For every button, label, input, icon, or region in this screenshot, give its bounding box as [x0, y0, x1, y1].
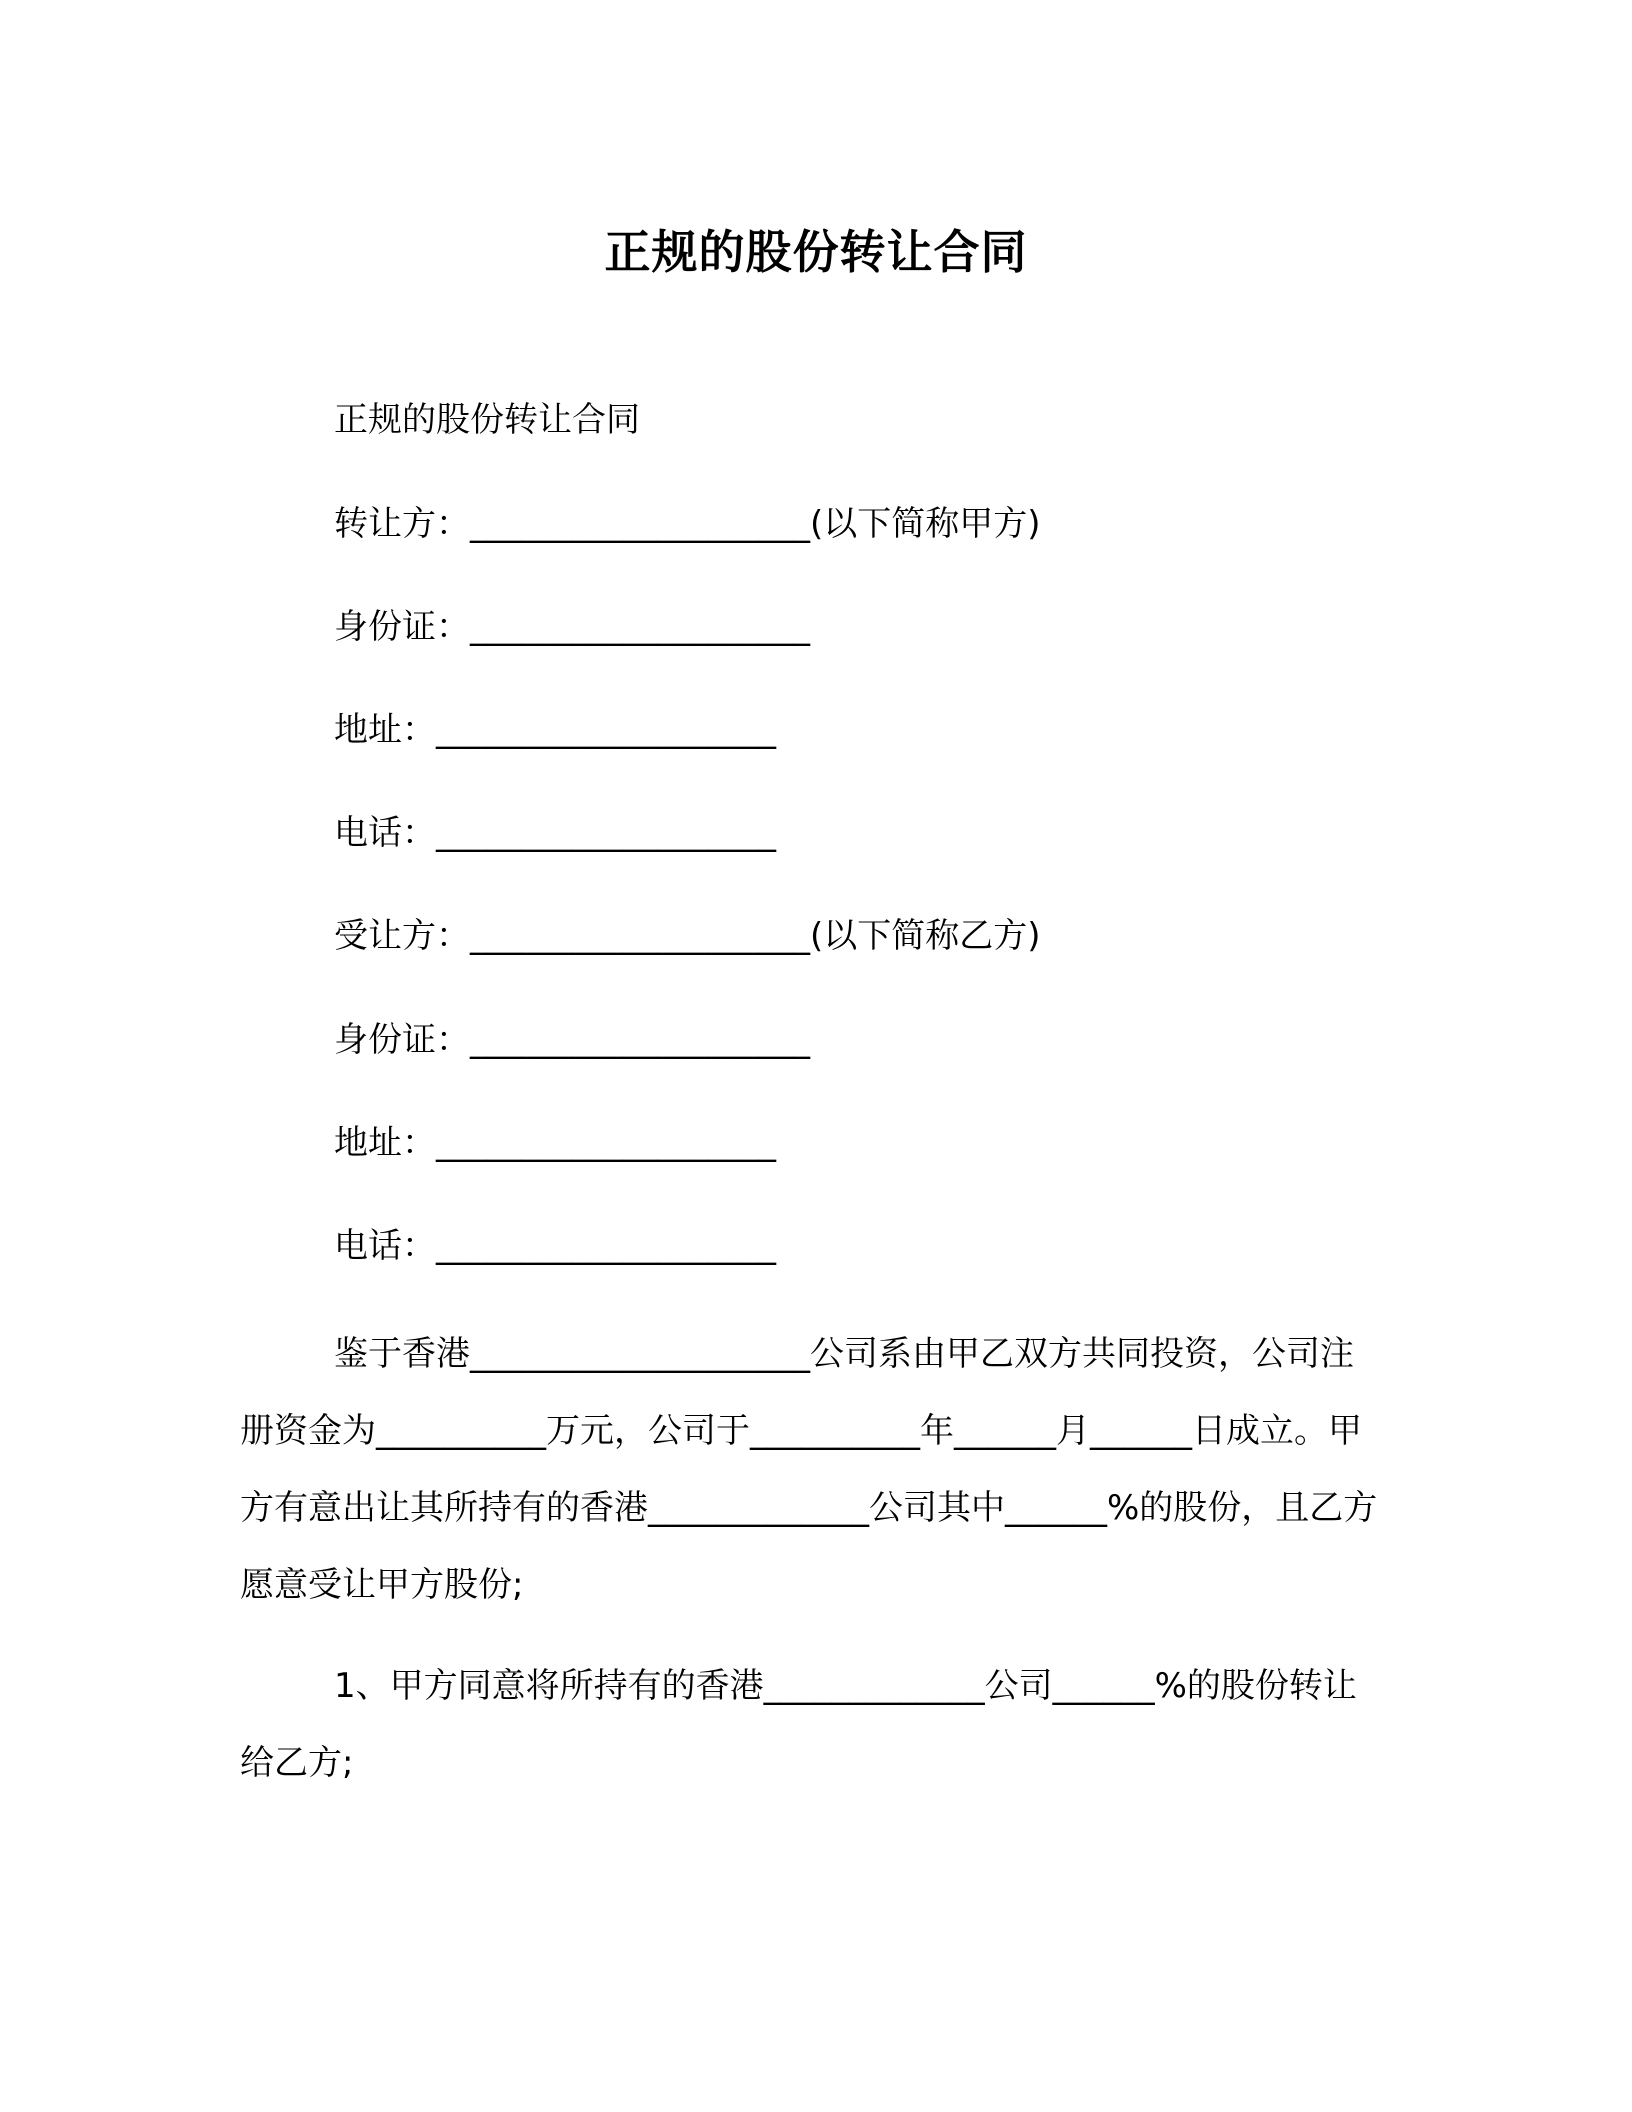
transferee-id-line: 身份证：____________________: [334, 1020, 810, 1060]
transferee-phone-line: 电话：____________________: [334, 1226, 776, 1266]
clause-1-paragraph: 1、甲方同意将所持有的香港_____________公司______%的股份转让给乙方;: [240, 1666, 1357, 1783]
document-subtitle: 正规的股份转让合同: [334, 400, 640, 440]
transferee-line: 受让方：____________________(以下简称乙方): [334, 916, 1041, 956]
document-title: 正规的股份转让合同: [604, 225, 1028, 279]
recital-paragraph: 鉴于香港____________________公司系由甲乙双方共同投资，公司注册资金为__________万元，公司于__________年______月______日成立。甲方有意出让其所持有的香港_____________公司其中______%的股份，且乙方愿意受让甲方股份;: [240, 1334, 1378, 1605]
transferor-line: 转让方：____________________(以下简称甲方): [334, 504, 1041, 544]
transferor-phone-line: 电话：____________________: [334, 813, 776, 853]
transferee-address-line: 地址：____________________: [334, 1123, 776, 1163]
transferor-address-line: 地址：____________________: [334, 710, 776, 750]
transferor-id-line: 身份证：____________________: [334, 607, 810, 647]
